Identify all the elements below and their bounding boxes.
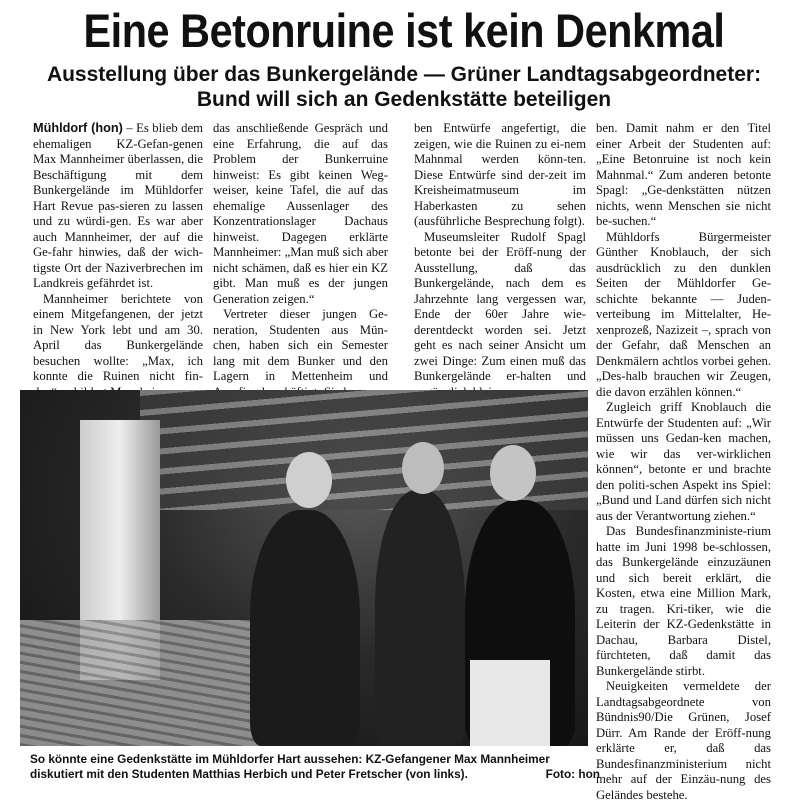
photo-person-middle-head [402, 442, 444, 494]
article-paragraph: Zugleich griff Knoblauch die Entwürfe der Studenten auf: „Wir müssen uns Gedan-ken machen, wie wir das ver-wirklichen können“, betonte er und brachte den politi-schen Aspekt ins Spiel: „Bund und Land dürfen sich nicht aus der Verantwortung ziehen.“ [596, 400, 771, 523]
article-paragraph [33, 121, 203, 292]
dateline: Mühldorf (hon) [33, 121, 123, 135]
article-column-4 [596, 121, 771, 802]
article-column-1 [33, 121, 203, 383]
photo-trousers [470, 660, 550, 746]
paragraph-text: – Es blieb dem ehemaligen KZ-Gefan-genen Max Mannheimer überlassen, die Beschäftigung mit dem Bunkergelände im Mühldorfer Hart Revue pas-sieren zu lassen und zu würdi-gen. Es war aber auch Mannheimer, der auf die Ge-fahr hinwies, daß der wich-tigste Ort der Naziverbrechen im Landkreis gefährdet ist. [33, 121, 204, 290]
photo-credit: Foto: hon [545, 767, 600, 781]
article-paragraph: Neuigkeiten vermeldete der Landtagsabgeordnete von Bündnis90/Die Grünen, Josef Dürr. Am Rande der Eröff-nung erklärte er, daß das Bundesfinanzministerium nicht mehr auf der Einzäu-nung des Geländes bestehe. [596, 679, 771, 802]
article-column-3 [414, 121, 586, 383]
photo-caption [30, 752, 600, 782]
article-paragraph: ben. Damit nahm er den Titel einer Arbeit der Studenten auf: „Eine Betonruine ist noch kein Mahnmal.“ Zum anderen betonte Spagl: „Ge-denkstätten nützen nichts, wenn Menschen sie nicht be-suchen.“ [596, 121, 771, 228]
subheadline-line-1: Ausstellung über das Bunkergelände — Grüner Landtagsabgeordneter: [46, 63, 762, 86]
article-paragraph: Museumsleiter Rudolf Spagl betonte bei der Eröff-nung der Ausstellung, daß das Bunkergelände, nach dem es Jahrzehnte lang vergessen war, Ende der 60er Jahre wie-derentdeckt worden sei. Jetzt geht es nach seiner Ansicht um zwei Dinge: Zum einen muß das Bunkergelände er-halten und [414, 229, 586, 383]
article-paragraph: Mannheimer berichtete von einem Mitgefangenen, der jetzt in New York lebt und am 30. April das Bunkergelände besuchen wollte: „Max, ich konnte die Ruinen nicht fin- [33, 291, 203, 383]
headline: Eine Betonruine ist kein Denkmal [83, 4, 725, 57]
article-column-2 [213, 121, 388, 383]
article-paragraph: das anschließende Gespräch und eine Erfahrung, die auf das Problem der Bunkerruine hinweist: Es gibt keinen Weg-weiser, keine Tafel, die auf das ehemalige Aussenlager des Konzentrationslager Dachaus hinweist. Dagegen erklärte Mannheimer: „Man muß sich aber nicht schämen, daß es hier ein KZ gibt. Man muß es der jungen Generation zeigen.“ [213, 121, 388, 306]
article-paragraph: ben Entwürfe angefertigt, die zeigen, wie die Ruinen zu ei-nem Mahnmal werden könn-ten. Diese Entwürfe sind der-zeit im Kreisheimatmuseum im Haberkasten zu sehen (ausführliche Besprechung folgt). [414, 121, 586, 228]
article-paragraph: Das Bundesfinanzministe-rium hatte im Juni 1998 be-schlossen, das Bunkergelände einzuzäunen und sich bereit erklärt, die Kosten, etwa eine Million Mark, zu tragen. Kri-tiker, wie die Leiterin der KZ-Gedenkstätte in Dachau, Barbara Distel, fürchteten, daß damit das Bunkergelände stirbt. [596, 524, 771, 678]
article-paragraph: Vertreter dieser jungen Ge-neration, Studenten aus Mün-chen, haben sich ein Semester lang mit dem Bunker und den Lagern in Mettenheim und [213, 307, 388, 383]
news-photo [20, 390, 588, 746]
photo-person-left [250, 510, 360, 746]
caption-line-1: So könnte eine Gedenkstätte im Mühldorfer Hart aussehen: KZ-Gefangener Max Mannheimer [30, 752, 550, 766]
caption-line-2: diskutiert mit den Studenten Matthias Herbich und Peter Fretscher (von links). [30, 767, 468, 781]
photo-person-right-head [490, 445, 536, 501]
article-paragraph: Mühldorfs Bürgermeister Günther Knoblauch, der sich ausdrücklich zu den dunklen Seiten der Mühldorfer Ge-schichte bekannte — Juden-verteibung im Mittelalter, He-xenprozeß, Nazizeit –, sprach von der Gefahr, daß Menschen an Denkmälern achtlos vorbei gehen. „Des-halb brauchen wir Zeugen, die davon erzählen können.“ [596, 229, 771, 399]
subheadline [0, 62, 808, 112]
caption-line-2-row [30, 767, 600, 782]
photo-person-middle [375, 490, 465, 746]
subheadline-line-2: Bund will sich an Gedenkstätte beteiligen [196, 88, 612, 111]
photo-person-left-head [286, 452, 332, 508]
